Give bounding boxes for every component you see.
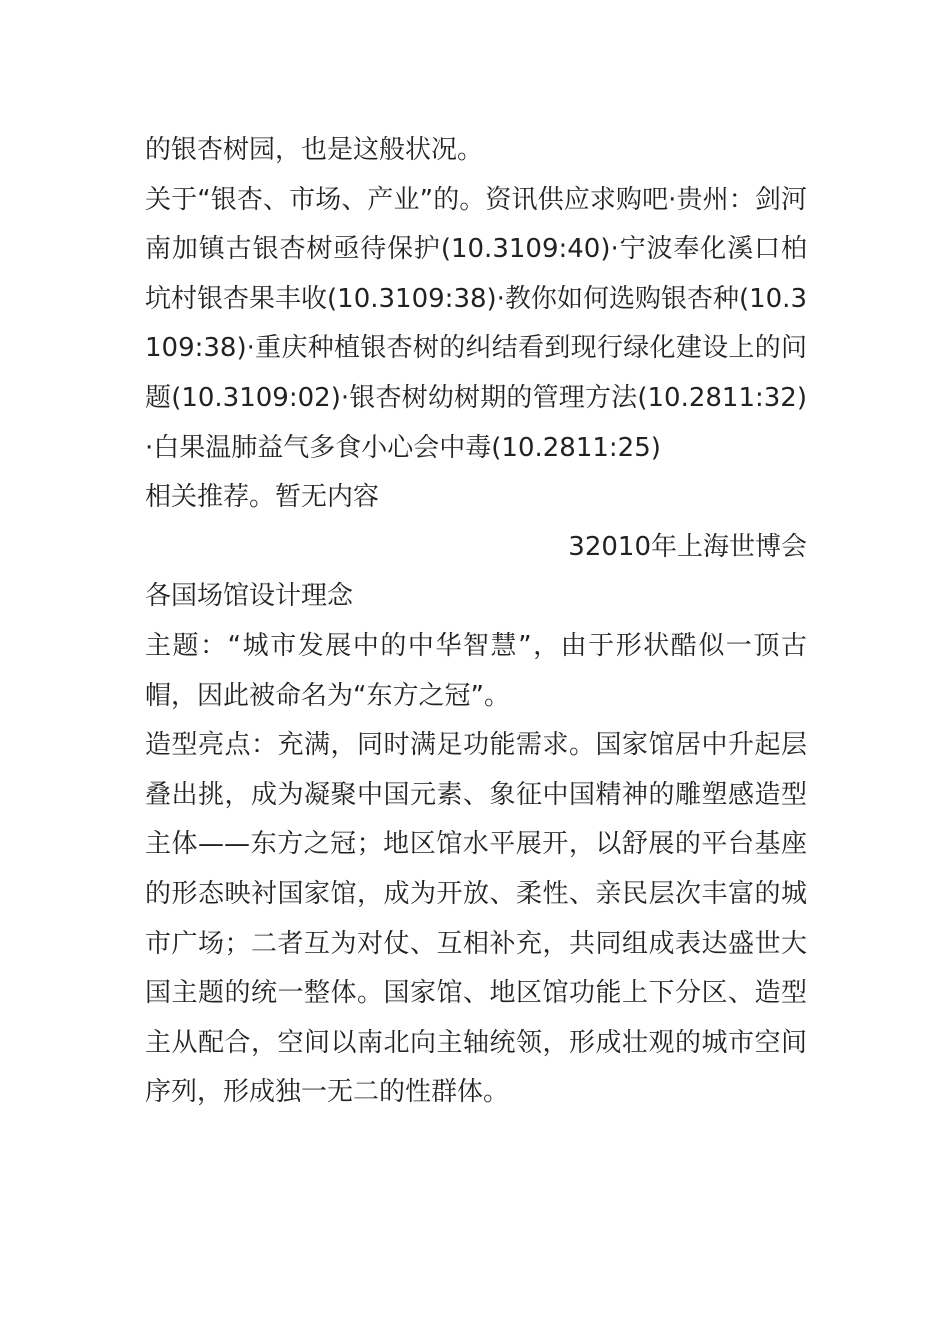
- paragraph-ginkgo-garden: 的银杏树园，也是这般状况。: [145, 135, 484, 165]
- document-page: [145, 126, 807, 1118]
- section-subheading-pavilion-design: 各国场馆设计理念: [145, 581, 354, 612]
- paragraph-related: 相关推荐。暂无内容: [145, 482, 380, 513]
- paragraph-ginkgo-news: 关于“银杏、市场、产业”的。资讯供应求购吧·贵州：剑河南加镇古银杏树亟待保护(10.3109:40)·宁波奉化溪口柏坑村银杏果丰收(10.3109:38)·教你如何选购银杏种(10.3109:38)·重庆种植银杏树的纠结看到现行绿化建设上的问题(10.3109:02)·银杏树幼树期的管理方法(10.2811:32)·白果温肺益气多食小心会中毒(10.2811:25): [145, 184, 807, 463]
- section-heading-expo: 32010年上海世博会: [568, 531, 807, 562]
- paragraph-design-highlights: 造型亮点：充满，同时满足功能需求。国家馆居中升起层叠出挑，成为凝聚中国元素、象征中国精神的雕塑感造型主体——东方之冠；地区馆水平展开，以舒展的平台基座的形态映衬国家馆，成为开放、柔性、亲民层次丰富的城市广场；二者互为对仗、互相补充，共同组成表达盛世大国主题的统一整体。国家馆、地区馆功能上下分区、造型主从配合，空间以南北向主轴统领，形成壮观的城市空间序列，形成独一无二的性群体。: [145, 730, 807, 1108]
- paragraph-theme: 主题：“城市发展中的中华智慧”，由于形状酷似一顶古帽，因此被命名为“东方之冠”。: [145, 630, 807, 711]
